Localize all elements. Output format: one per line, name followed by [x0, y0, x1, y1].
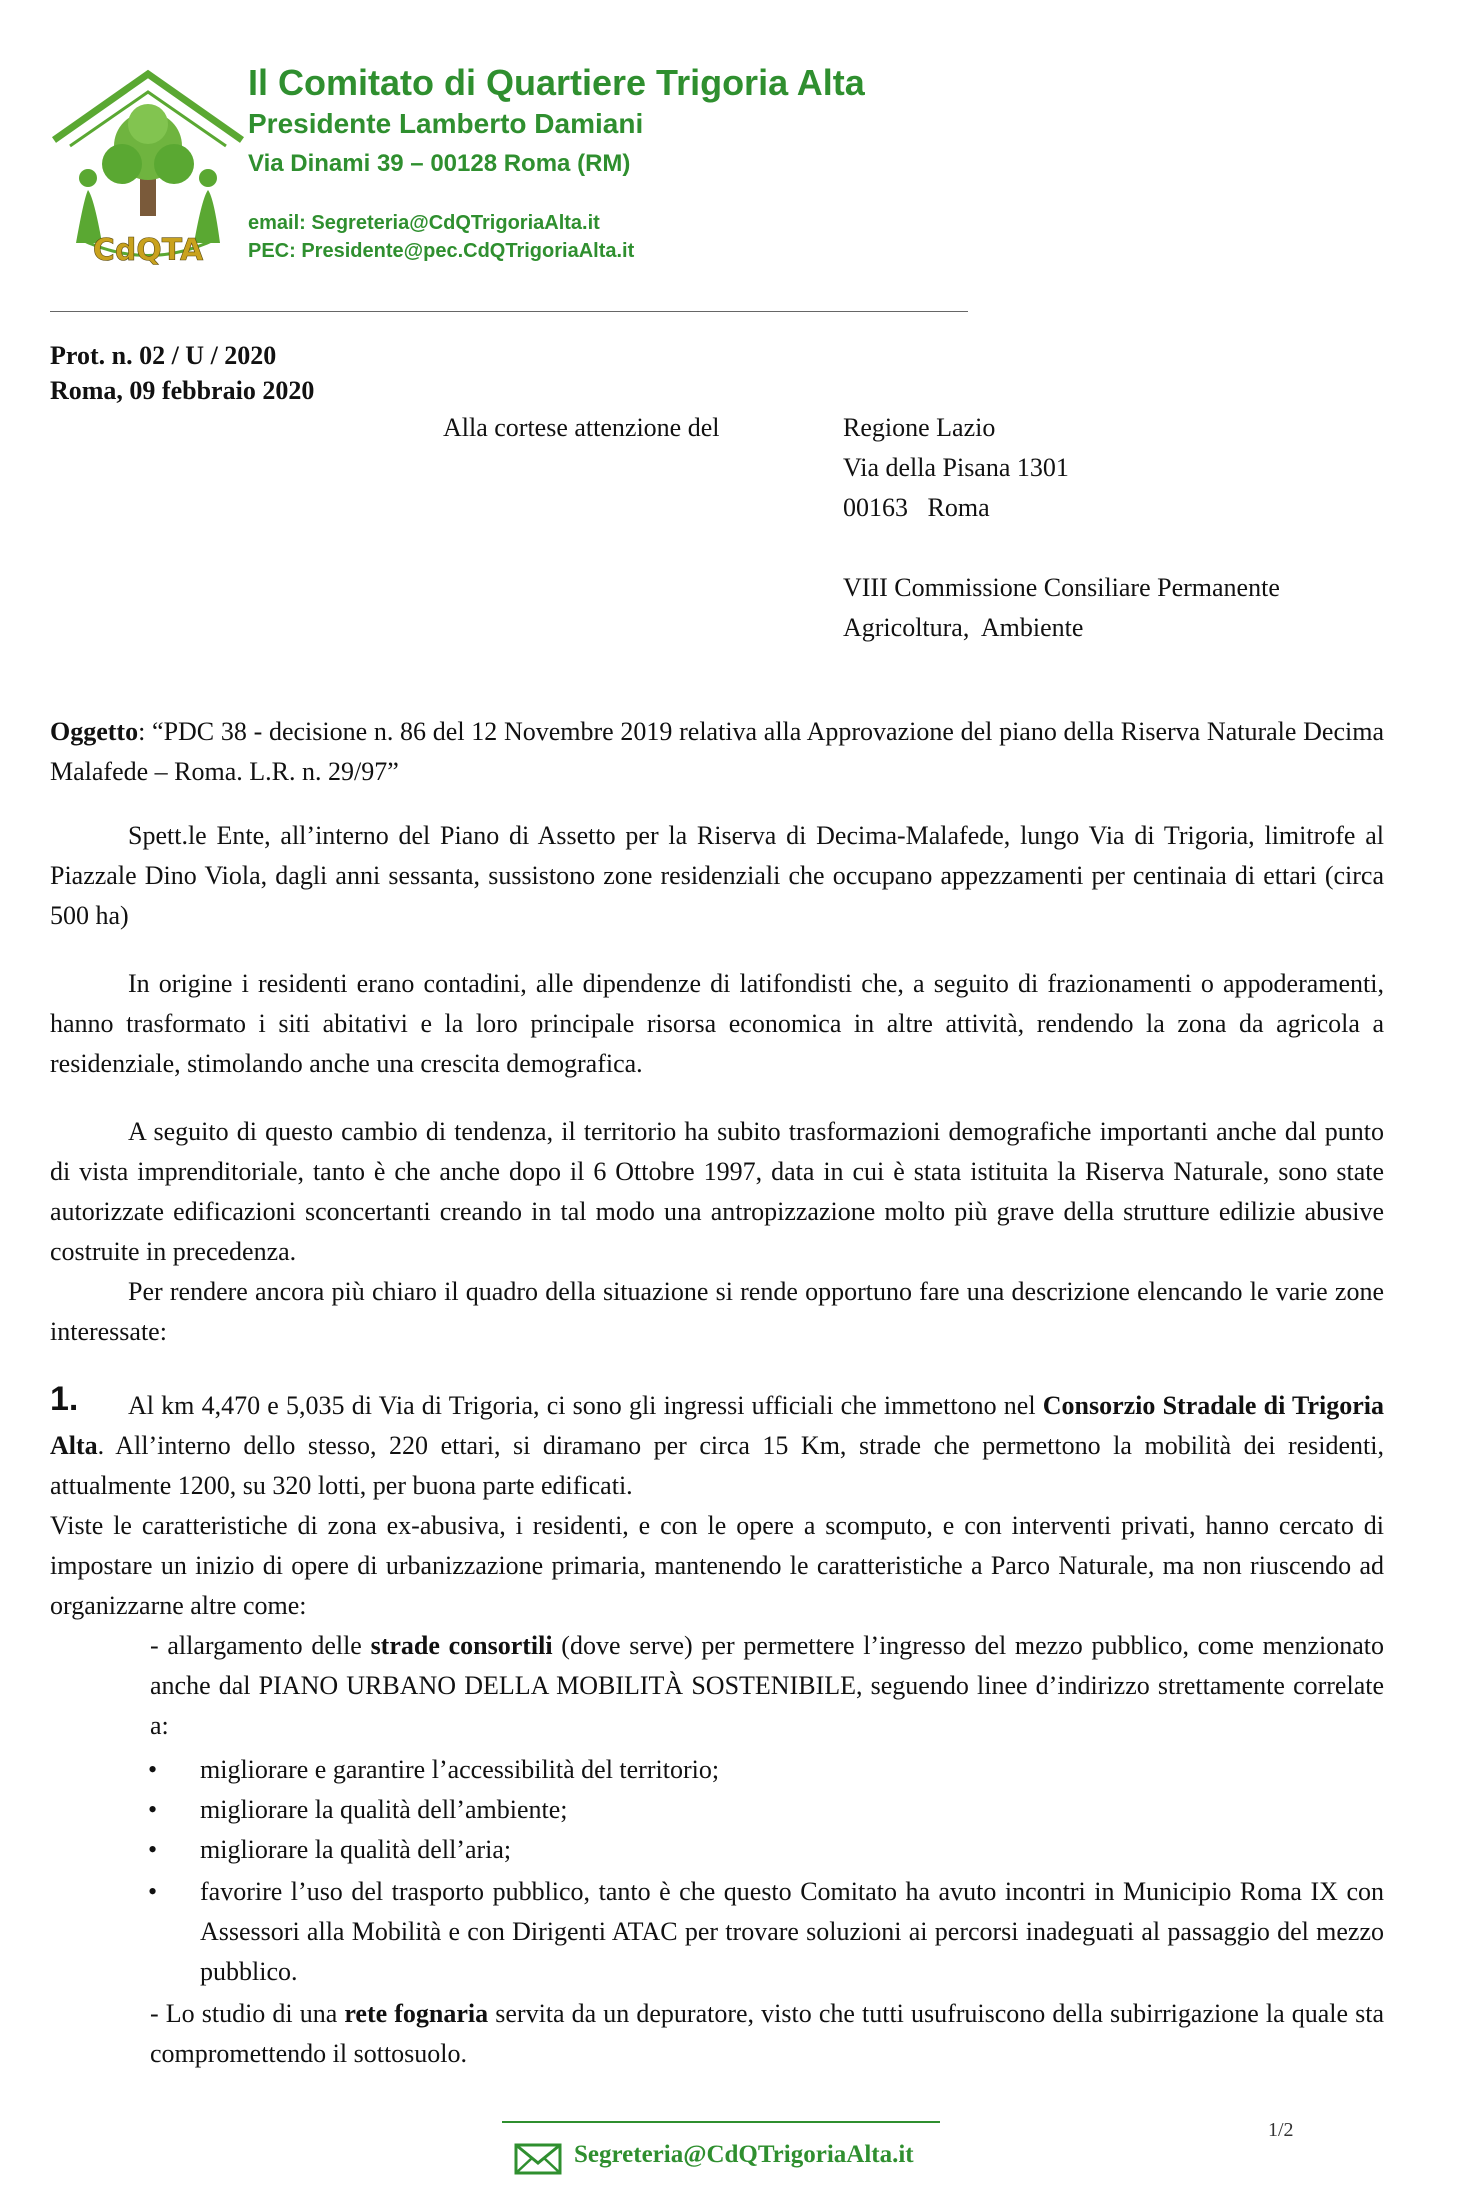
- bullet-item: [148, 1790, 1384, 1830]
- letter-date: Roma, 09 febbraio 2020: [50, 376, 315, 405]
- addressee-line-1: Regione Lazio: [843, 413, 996, 442]
- sub-item-strade-bold: strade consortili: [370, 1631, 553, 1660]
- envelope-icon: [514, 2143, 562, 2175]
- bullet-item: [148, 1750, 1384, 1790]
- section-1-text-b: . All’interno dello stesso, 220 ettari, si diramano per circa 15 Km, strade che permettono la mobilità dei residenti, attualmente 1200, su 320 lotti, per buona parte edificati.: [50, 1431, 1384, 1500]
- committee-address: Via Dinami 39 – 00128 Roma (RM): [248, 150, 631, 177]
- subject-label: Oggetto: [50, 717, 139, 746]
- addressee-line-3: 00163 Roma: [843, 493, 990, 522]
- paragraph-1: Spett.le Ente, all’interno del Piano di Assetto per la Riserva di Decima-Malafede, lungo Via di Trigoria, limitrofe al Piazzale Dino Viola, dagli anni sessanta, sussistono zone residenziali che occupano appezzamenti per centinaia di ettari (circa 500 ha): [50, 821, 1384, 930]
- bullet-text: migliorare e garantire l’accessibilità del territorio;: [200, 1755, 720, 1784]
- addressee-line-2: Via della Pisana 1301: [843, 453, 1069, 482]
- svg-text:CdQTA: CdQTA: [92, 233, 204, 268]
- paragraph-4: Per rendere ancora più chiaro il quadro della situazione si rende opportuno fare una descrizione elencando le varie zone interessate:: [50, 1277, 1384, 1346]
- addressee-line-5: Agricoltura, Ambiente: [843, 613, 1084, 642]
- sub-item-fognaria-bold: rete fognaria: [344, 1999, 489, 2028]
- sub-item-strade-text-b: (dove serve) per permettere l’ingresso del mezzo pubblico, come menzionato anche dal PIANO URBANO DELLA MOBILITÀ SOSTENIBILE, seguendo linee d’indirizzo strettamente correlate a:: [150, 1631, 1384, 1740]
- section-1-text-a: Al km 4,470 e 5,035 di Via di Trigoria, ci sono gli ingressi ufficiali che immettono nel: [128, 1391, 1043, 1420]
- bullet-text: favorire l’uso del trasporto pubblico, tanto è che questo Comitato ha avuto incontri in Municipio Roma IX con Assessori alla Mobilità e con Dirigenti ATAC per trovare soluzioni ai percorsi inadeguati al passaggio del mezzo pubblico.: [200, 1877, 1384, 1986]
- sub-item-fognaria: [150, 1994, 1384, 2074]
- paragraph-3: A seguito di questo cambio di tendenza, il territorio ha subito trasformazioni demografiche importanti anche dal punto di vista imprenditoriale, tanto è che anche dopo il 6 Ottobre 1997, data in cui è stata istituita la Riserva Naturale, sono state autorizzate edificazioni sconcertanti creando in tal modo una antropizzazione molto più grave della strutture edilizie abusive costruite in precedenza.: [50, 1117, 1384, 1266]
- page-number: 1/2: [1268, 2119, 1294, 2141]
- subject-line: [50, 712, 1384, 792]
- protocol-number: Prot. n. 02 / U / 2020: [50, 341, 277, 370]
- bullet-symbol: •: [148, 1835, 158, 1864]
- subject-text: : “PDC 38 - decisione n. 86 del 12 Novembre 2019 relativa alla Approvazione del piano della Riserva Naturale Decima Malafede – Roma. L.R. n. 29/97”: [50, 717, 1384, 786]
- paragraph-2: In origine i residenti erano contadini, alle dipendenze di latifondisti che, a seguito di frazionamenti o appoderamenti, hanno trasformato i siti abitativi e la loro principale risorsa economica in altre attività, rendendo la zona da agricola a residenziale, stimolando anche una crescita demografica.: [50, 969, 1384, 1078]
- attention-line: Alla cortese attenzione del: [443, 413, 720, 442]
- footer-divider: [502, 2121, 940, 2123]
- sub-item-strade: [150, 1626, 1384, 1746]
- cdqta-logo: [48, 68, 248, 273]
- sub-item-fognaria-text-a: - Lo studio di una: [150, 1999, 345, 2028]
- footer-email: Segreteria@CdQTrigoriaAlta.it: [574, 2141, 914, 2168]
- header-email: email: Segreteria@CdQTrigoriaAlta.it: [248, 212, 600, 234]
- president-name: Presidente Lamberto Damiani: [248, 108, 644, 139]
- section-1-paragraph-2: Viste le caratteristiche di zona ex-abusiva, i residenti, e con le opere a scomputo, e con interventi privati, hanno cercato di impostare un inizio di opere di urbanizzazione primaria, mantenendo le caratteristiche a Parco Naturale, ma non riuscendo ad organizzarne altre come:: [50, 1511, 1384, 1620]
- addressee-line-4: VIII Commissione Consiliare Permanente: [843, 573, 1280, 602]
- section-number: 1.: [50, 1380, 79, 1418]
- section-1-bold-consorzio: Consorzio Stradale di Trigoria Alta: [50, 1391, 1384, 1460]
- section-1-intro: [50, 1386, 1384, 1506]
- bullet-text: migliorare la qualità dell’ambiente;: [200, 1795, 568, 1824]
- bullet-symbol: •: [148, 1877, 158, 1906]
- bullet-text: migliorare la qualità dell’aria;: [200, 1835, 512, 1864]
- bullet-symbol: •: [148, 1795, 158, 1824]
- sub-item-fognaria-text-b: servita da un depuratore, visto che tutti usufruiscono della subirrigazione la quale sta compromettendo il sottosuolo.: [150, 1999, 1384, 2068]
- committee-title: Il Comitato di Quartiere Trigoria Alta: [248, 62, 865, 103]
- header-divider: [50, 311, 968, 312]
- header-pec: PEC: Presidente@pec.CdQTrigoriaAlta.it: [248, 240, 635, 262]
- bullet-symbol: •: [148, 1755, 158, 1784]
- bullet-item: [148, 1872, 1384, 1992]
- sub-item-strade-text-a: - allargamento delle: [150, 1631, 371, 1660]
- bullet-item: [148, 1830, 1384, 1870]
